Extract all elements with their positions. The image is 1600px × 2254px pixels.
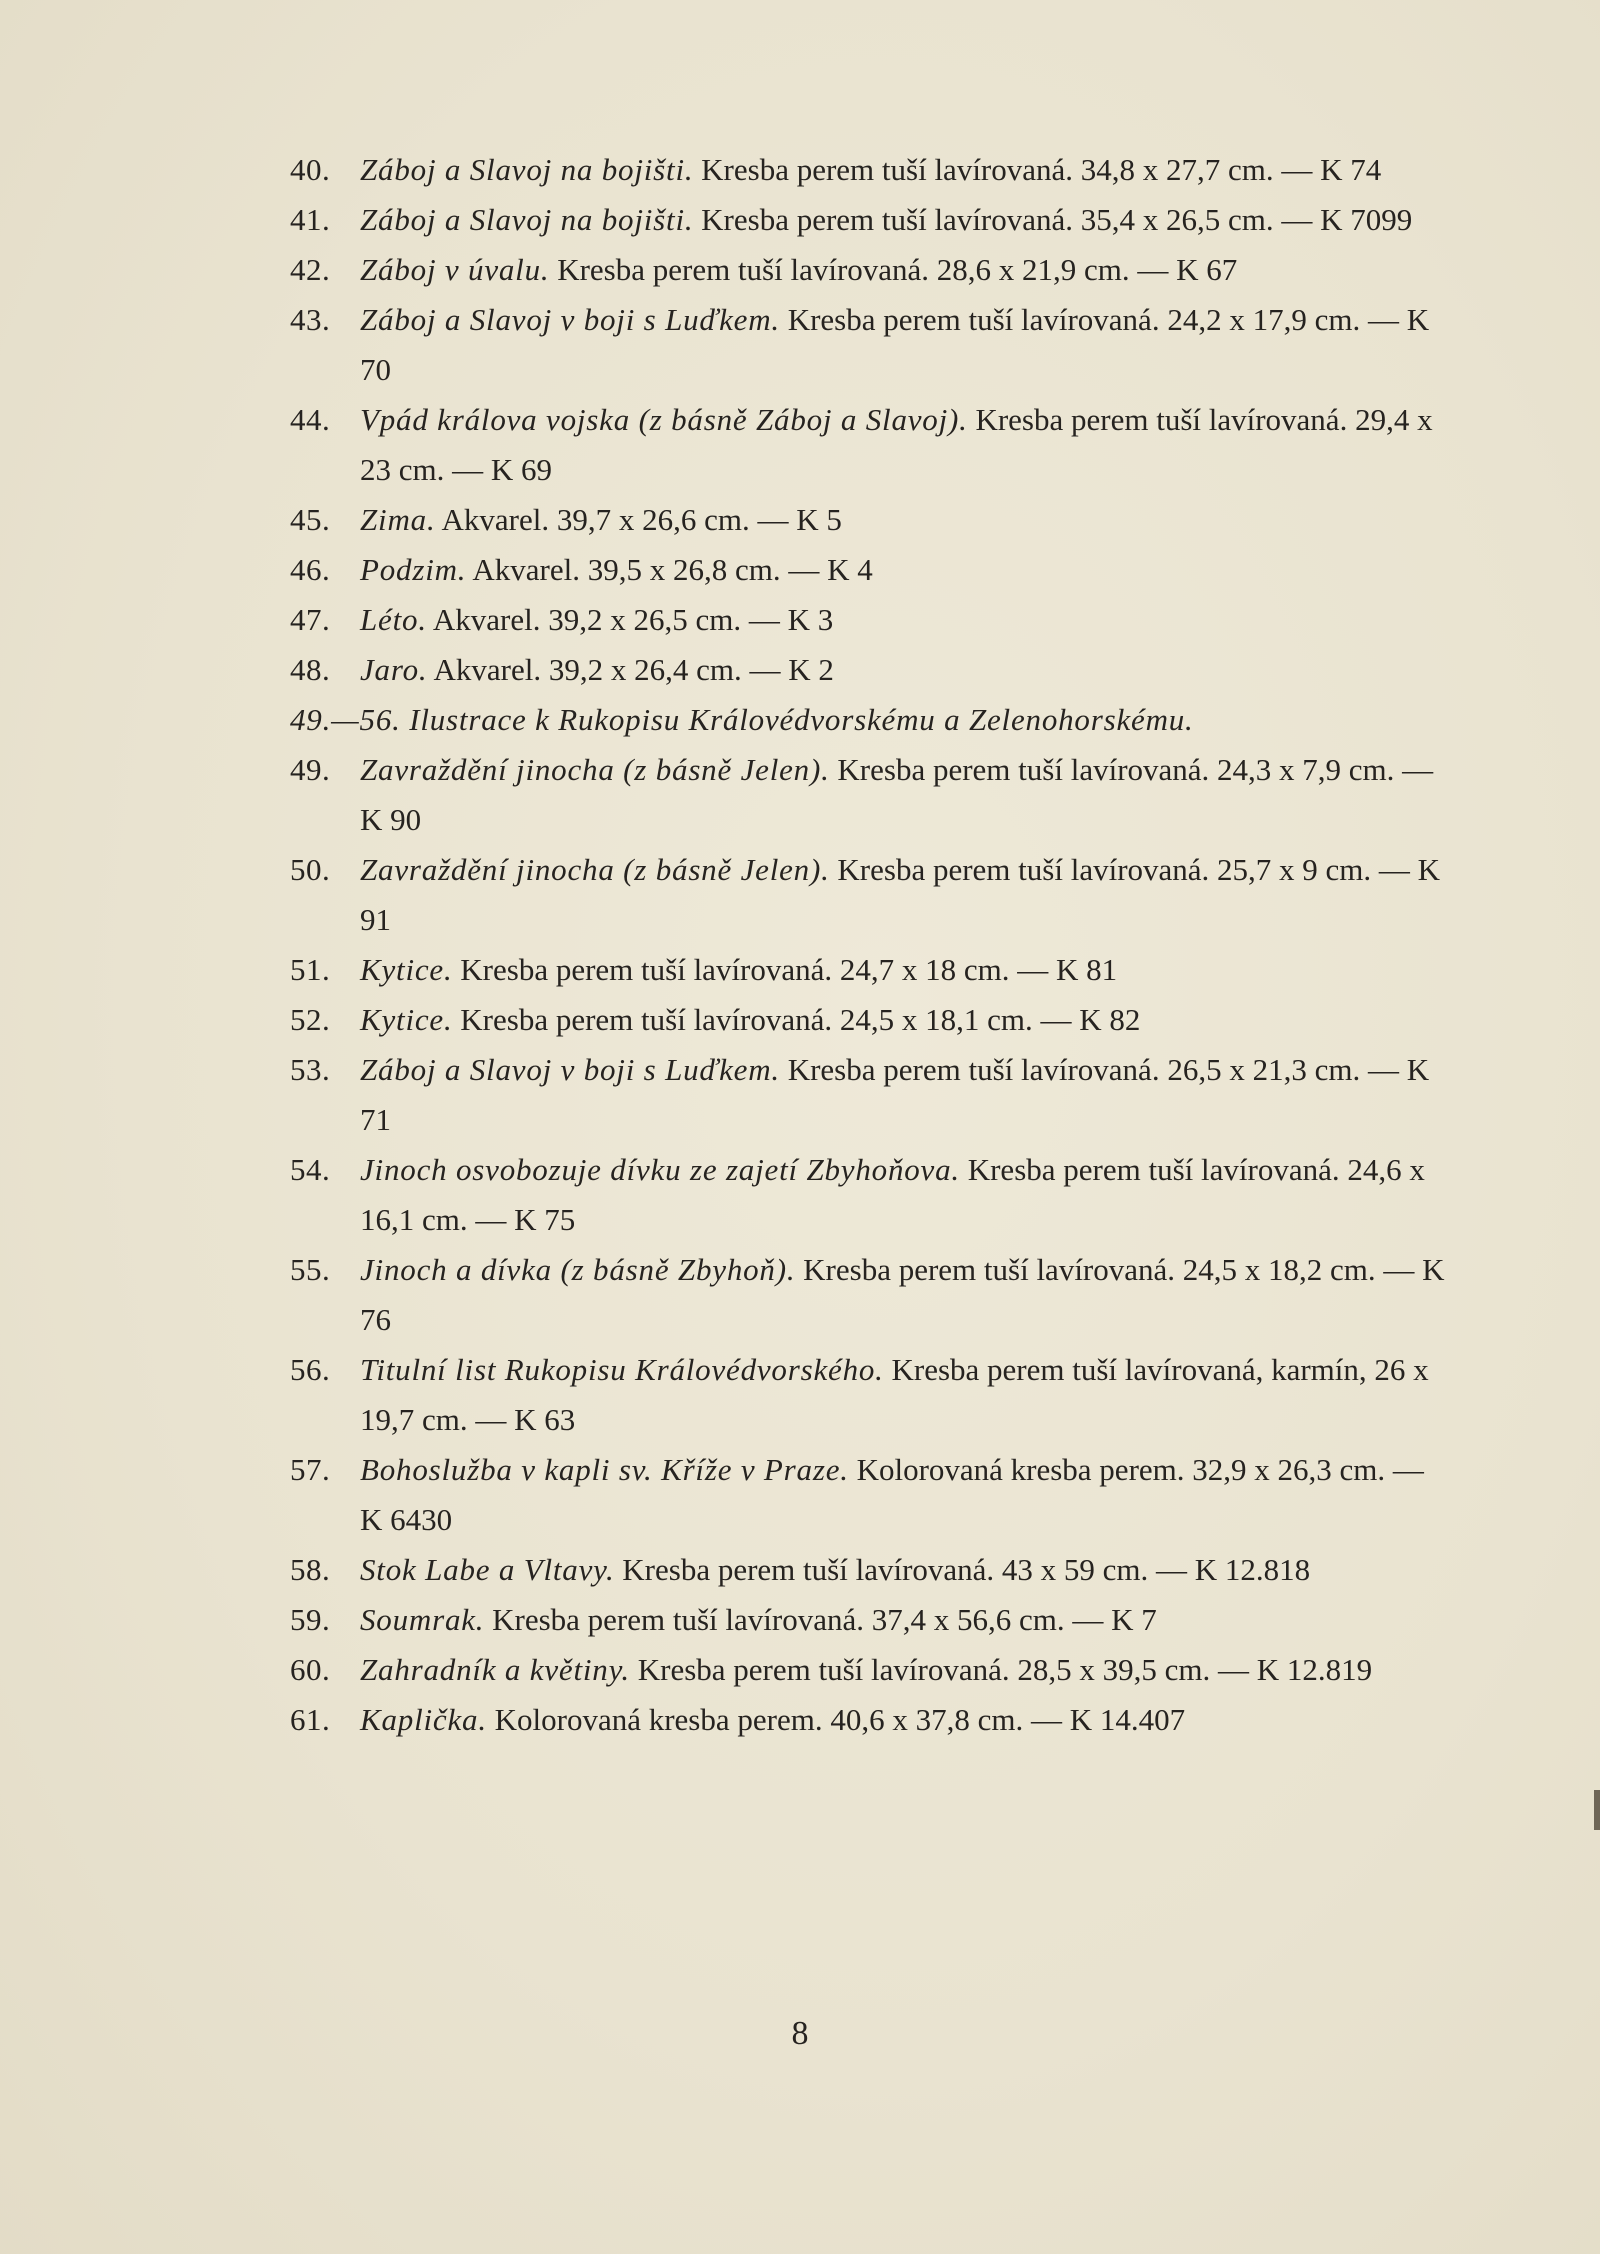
entry-description: Kresba perem tuší lavírovaná. 24,3 x 7,9 cm. — K 90 bbox=[360, 752, 1434, 837]
catalogue-entry bbox=[290, 195, 1450, 245]
entry-title: Zahradník a květiny. bbox=[360, 1652, 630, 1687]
catalogue-entry bbox=[290, 945, 1450, 995]
entry-description: Kolorovaná kresba perem. 40,6 x 37,8 cm. — K 14.407 bbox=[486, 1702, 1186, 1737]
section-heading bbox=[290, 695, 1450, 745]
entry-description: Akvarel. 39,5 x 26,8 cm. — K 4 bbox=[466, 552, 873, 587]
catalogue-entry bbox=[290, 495, 1450, 545]
catalogue-entry bbox=[290, 995, 1450, 1045]
binding-edge-mark bbox=[1594, 1790, 1600, 1830]
entry-description: Kresba perem tuší lavírovaná. 29,4 x 23 cm. — K 69 bbox=[360, 402, 1433, 487]
entry-description: Kresba perem tuší lavírovaná. 24,5 x 18,1 cm. — K 82 bbox=[452, 1002, 1141, 1037]
entry-number: 44. bbox=[290, 402, 331, 437]
entry-title: Kytice. bbox=[360, 1002, 453, 1037]
entry-description: Akvarel. 39,2 x 26,4 cm. — K 2 bbox=[427, 652, 834, 687]
entry-title: Léto. bbox=[360, 602, 427, 637]
entry-title: Vpád králova vojska (z básně Záboj a Slavoj). bbox=[360, 402, 968, 437]
entry-number: 45. bbox=[290, 502, 331, 537]
entry-title: Zavraždění jinocha (z básně Jelen). bbox=[360, 852, 830, 887]
entry-number: 43. bbox=[290, 302, 331, 337]
entry-description: Kresba perem tuší lavírovaná. 24,2 x 17,9 cm. — K 70 bbox=[360, 302, 1430, 387]
entry-number: 48. bbox=[290, 652, 331, 687]
entry-number: 57. bbox=[290, 1452, 331, 1487]
entry-description: Kresba perem tuší lavírovaná. 24,5 x 18,2 cm. — K 76 bbox=[360, 1252, 1445, 1337]
entry-number: 55. bbox=[290, 1252, 331, 1287]
catalogue-entry bbox=[290, 1595, 1450, 1645]
catalogue-entry bbox=[290, 1145, 1450, 1245]
entry-title: Titulní list Rukopisu Královédvorského. bbox=[360, 1352, 884, 1387]
catalogue-entry bbox=[290, 295, 1450, 395]
entry-number: 46. bbox=[290, 552, 331, 587]
entry-description: Kresba perem tuší lavírovaná. 24,7 x 18 cm. — K 81 bbox=[452, 952, 1118, 987]
entry-description: Kresba perem tuší lavírovaná. 35,4 x 26,5 cm. — K 7099 bbox=[693, 202, 1413, 237]
entry-title: Záboj v úvalu. bbox=[360, 252, 550, 287]
entry-number: 58. bbox=[290, 1552, 331, 1587]
entry-title: Podzim. bbox=[360, 552, 467, 587]
entry-title: Záboj a Slavoj v boji s Luďkem. bbox=[360, 1052, 780, 1087]
catalogue-entry bbox=[290, 745, 1450, 845]
catalogue-entry bbox=[290, 1695, 1450, 1745]
catalogue-entry bbox=[290, 1445, 1450, 1545]
entry-description: Akvarel. 39,7 x 26,6 cm. — K 5 bbox=[435, 502, 842, 537]
entry-number: 49. bbox=[290, 752, 331, 787]
section-heading-text: 49.—56. Ilustrace k Rukopisu Královédvorskému a Zelenohorskému. bbox=[290, 702, 1194, 737]
catalogue-entry bbox=[290, 1545, 1450, 1595]
entry-description: Kresba perem tuší lavírovaná, karmín, 26 x 19,7 cm. — K 63 bbox=[360, 1352, 1429, 1437]
entry-description: Kolorovaná kresba perem. 32,9 x 26,3 cm. — K 6430 bbox=[360, 1452, 1424, 1537]
entry-description: Kresba perem tuší lavírovaná. 26,5 x 21,3 cm. — K 71 bbox=[360, 1052, 1430, 1137]
entry-description: Akvarel. 39,2 x 26,5 cm. — K 3 bbox=[426, 602, 834, 637]
entry-number: 41. bbox=[290, 202, 331, 237]
entry-number: 56. bbox=[290, 1352, 331, 1387]
catalogue-entry bbox=[290, 145, 1450, 195]
catalogue-list bbox=[290, 145, 1450, 1745]
catalogue-entry bbox=[290, 1645, 1450, 1695]
entry-title: Bohoslužba v kapli sv. Kříže v Praze. bbox=[360, 1452, 849, 1487]
entry-description: Kresba perem tuší lavírovaná. 25,7 x 9 cm. — K 91 bbox=[360, 852, 1441, 937]
entry-title: Soumrak. bbox=[360, 1602, 485, 1637]
entry-description: Kresba perem tuší lavírovaná. 43 x 59 cm. — K 12.818 bbox=[614, 1552, 1311, 1587]
entry-number: 47. bbox=[290, 602, 331, 637]
catalogue-entry bbox=[290, 395, 1450, 495]
catalogue-entry bbox=[290, 1045, 1450, 1145]
entry-title: Záboj a Slavoj na bojišti. bbox=[360, 202, 694, 237]
entry-number: 40. bbox=[290, 152, 331, 187]
entry-title: Stok Labe a Vltavy. bbox=[360, 1552, 615, 1587]
entry-number: 53. bbox=[290, 1052, 331, 1087]
catalogue-entry bbox=[290, 1245, 1450, 1345]
entry-number: 61. bbox=[290, 1702, 331, 1737]
entry-description: Kresba perem tuší lavírovaná. 28,5 x 39,5 cm. — K 12.819 bbox=[629, 1652, 1373, 1687]
entry-title: Kytice. bbox=[360, 952, 453, 987]
entry-number: 54. bbox=[290, 1152, 331, 1187]
entry-title: Záboj a Slavoj v boji s Luďkem. bbox=[360, 302, 780, 337]
entry-number: 51. bbox=[290, 952, 331, 987]
entry-title: Kaplička. bbox=[360, 1702, 487, 1737]
catalogue-entry bbox=[290, 245, 1450, 295]
entry-number: 59. bbox=[290, 1602, 331, 1637]
entry-title: Záboj a Slavoj na bojišti. bbox=[360, 152, 694, 187]
entry-number: 60. bbox=[290, 1652, 331, 1687]
entry-description: Kresba perem tuší lavírovaná. 28,6 x 21,9 cm. — K 67 bbox=[549, 252, 1238, 287]
entry-description: Kresba perem tuší lavírovaná. 37,4 x 56,6 cm. — K 7 bbox=[484, 1602, 1157, 1637]
catalogue-entry bbox=[290, 595, 1450, 645]
entry-title: Jinoch osvobozuje dívku ze zajetí Zbyhoňova. bbox=[360, 1152, 960, 1187]
page-number: 8 bbox=[791, 2015, 809, 2052]
entry-title: Zima. bbox=[360, 502, 436, 537]
entry-description: Kresba perem tuší lavírovaná. 34,8 x 27,7 cm. — K 74 bbox=[693, 152, 1382, 187]
entry-number: 52. bbox=[290, 1002, 331, 1037]
catalogue-entry bbox=[290, 545, 1450, 595]
entry-title: Zavraždění jinocha (z básně Jelen). bbox=[360, 752, 830, 787]
entry-number: 42. bbox=[290, 252, 331, 287]
entry-number: 50. bbox=[290, 852, 331, 887]
catalogue-entry bbox=[290, 845, 1450, 945]
entry-title: Jinoch a dívka (z básně Zbyhoň). bbox=[360, 1252, 796, 1287]
entry-title: Jaro. bbox=[360, 652, 428, 687]
catalogue-entry bbox=[290, 645, 1450, 695]
catalogue-entry bbox=[290, 1345, 1450, 1445]
entry-description: Kresba perem tuší lavírovaná. 24,6 x 16,1 cm. — K 75 bbox=[360, 1152, 1425, 1237]
